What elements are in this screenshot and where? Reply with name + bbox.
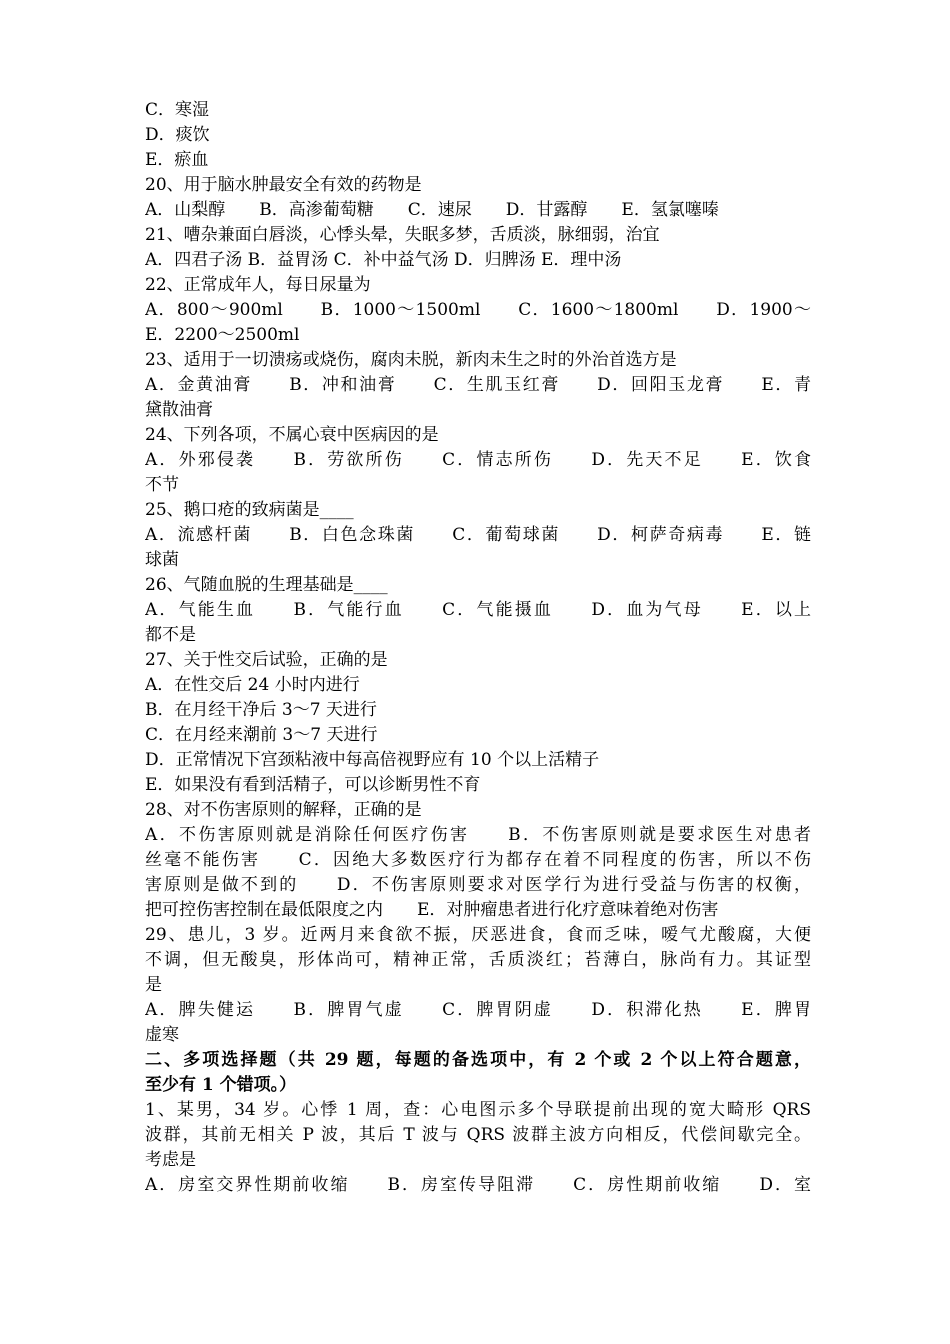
option-line: 虚寒 [145, 1025, 179, 1045]
question-line: 是 [145, 975, 162, 995]
option-line: 丝毫不能伤害 C．因绝大多数医疗行为都存在着不同程度的伤害，所以不伤 [145, 850, 811, 870]
option-line: 都不是 [145, 625, 196, 645]
question-line: 波群，其前无相关 P 波，其后 T 波与 QRS 波群主波方向相反，代偿间歇完全。 [145, 1125, 811, 1145]
question-line: 28、对不伤害原则的解释，正确的是 [145, 800, 422, 820]
question-line: 23、适用于一切溃疡或烧伤，腐肉未脱，新肉未生之时的外治首选方是 [145, 350, 677, 370]
option-line: A．800～900ml B．1000～1500ml C．1600～1800ml D．1900～ [145, 300, 811, 320]
question-line: 不调，但无酸臭，形体尚可，精神正常，舌质淡红；苔薄白，脉尚有力。其证型 [145, 950, 811, 970]
option-line: 害原则是做不到的 D．不伤害原则要求对医学行为进行受益与伤害的权衡， [145, 875, 811, 895]
document-page [145, 98, 811, 1198]
option-line: B．在月经干净后 3～7 天进行 [145, 700, 377, 720]
option-line: A．在性交后 24 小时内进行 [145, 675, 360, 695]
option-line: A．脾失健运 B．脾胃气虚 C．脾胃阴虚 D．积滞化热 E．脾胃 [145, 1000, 811, 1020]
question-line: 25、鹅口疮的致病菌是____ [145, 500, 354, 520]
question-line: 20、用于脑水肿最安全有效的药物是 [145, 175, 422, 195]
option-line: D．痰饮 [145, 125, 210, 145]
section-heading-line: 至少有 1 个错项。） [145, 1075, 297, 1095]
option-line: E．2200～2500ml [145, 325, 300, 345]
question-line: 考虑是 [145, 1150, 196, 1170]
section-heading-line: 二、多项选择题（共 29 题，每题的备选项中，有 2 个或 2 个以上符合题意， [145, 1050, 811, 1070]
question-line: 26、气随血脱的生理基础是____ [145, 575, 388, 595]
question-line: 27、关于性交后试验，正确的是 [145, 650, 388, 670]
option-line: D．正常情况下宫颈粘液中每高倍视野应有 10 个以上活精子 [145, 750, 600, 770]
option-line: 不节 [145, 475, 179, 495]
option-line: C．在月经来潮前 3～7 天进行 [145, 725, 378, 745]
question-line: 22、正常成年人，每日尿量为 [145, 275, 371, 295]
option-line: E．如果没有看到活精子，可以诊断男性不育 [145, 775, 481, 795]
option-line: A．气能生血 B．气能行血 C．气能摄血 D．血为气母 E．以上 [145, 600, 811, 620]
question-line: 21、嘈杂兼面白唇淡，心悸头晕，失眠多梦，舌质淡，脉细弱，治宜 [145, 225, 660, 245]
question-line: 1、某男，34 岁。心悸 1 周，查：心电图示多个导联提前出现的宽大畸形 QRS [145, 1100, 811, 1120]
option-line: A．流感杆菌 B．白色念珠菌 C．葡萄球菌 D．柯萨奇病毒 E．链 [145, 525, 811, 545]
option-line: E．瘀血 [145, 150, 209, 170]
option-line: 球菌 [145, 550, 179, 570]
option-line: A．山梨醇 B．高渗葡萄糖 C．速尿 D．甘露醇 E．氢氯噻嗪 [145, 200, 719, 220]
option-line: C．寒湿 [145, 100, 210, 120]
question-line: 29、患儿，3 岁。近两月来食欲不振，厌恶进食，食而乏味，嗳气尤酸腐，大便 [145, 925, 811, 945]
option-line: 黛散油膏 [145, 400, 213, 420]
option-line: A．金黄油膏 B．冲和油膏 C．生肌玉红膏 D．回阳玉龙膏 E．青 [145, 375, 811, 395]
option-line: A．外邪侵袭 B．劳欲所伤 C．情志所伤 D．先天不足 E．饮食 [145, 450, 811, 470]
option-line: A．不伤害原则就是消除任何医疗伤害 B．不伤害原则就是要求医生对患者 [145, 825, 811, 845]
option-line: A．房室交界性期前收缩 B．房室传导阻滞 C．房性期前收缩 D．室 [145, 1175, 811, 1195]
option-line: 把可控伤害控制在最低限度之内 E．对肿瘤患者进行化疗意味着绝对伤害 [145, 900, 719, 920]
question-line: 24、下列各项，不属心衰中医病因的是 [145, 425, 439, 445]
option-line: A．四君子汤 B．益胃汤 C．补中益气汤 D．归脾汤 E．理中汤 [145, 250, 622, 270]
